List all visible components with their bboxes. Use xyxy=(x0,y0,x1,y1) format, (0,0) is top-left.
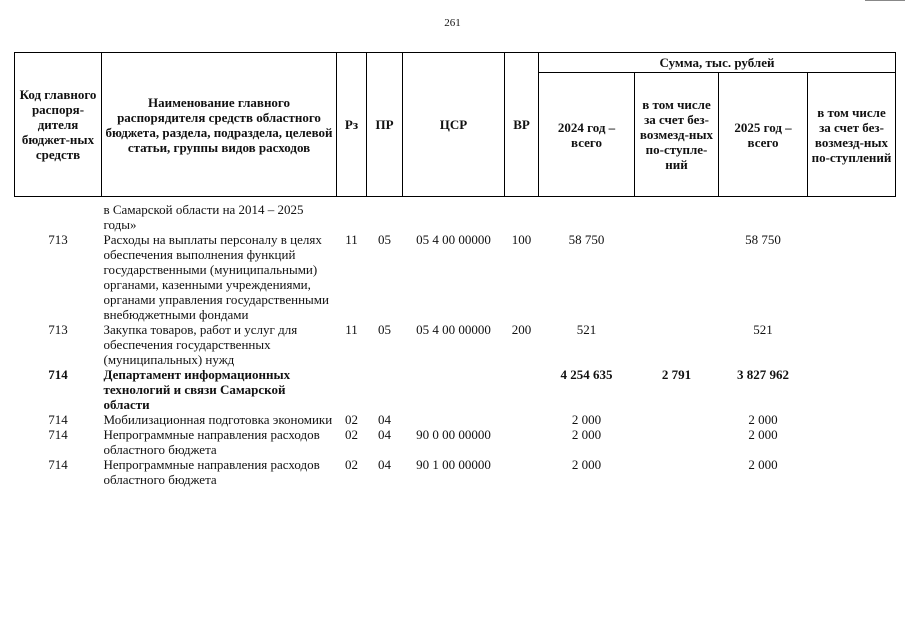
header-pr: ПР xyxy=(367,53,403,197)
row-code: 714 xyxy=(48,427,68,442)
row-rz xyxy=(337,197,367,233)
table-body xyxy=(15,197,896,488)
row-vr: 200 xyxy=(511,322,532,337)
row-rz: 02 xyxy=(345,427,358,442)
row-code: 713 xyxy=(48,322,68,337)
row-2025-total: 3 827 962 xyxy=(737,367,789,382)
row-2024-free xyxy=(635,232,719,322)
table-row xyxy=(15,232,896,322)
row-csr xyxy=(403,412,505,427)
table-row xyxy=(15,367,896,412)
row-csr: 90 0 00 00000 xyxy=(416,427,491,442)
row-name: Непрограммные направления расходов областного бюджета xyxy=(103,427,320,457)
row-2025-total: 2 000 xyxy=(748,412,778,427)
row-2024-total: 2 000 xyxy=(571,457,602,472)
row-rz: 11 xyxy=(345,322,358,337)
row-rz xyxy=(337,367,367,412)
row-pr: 04 xyxy=(378,427,391,442)
row-pr: 04 xyxy=(378,412,391,427)
scan-edge-mark xyxy=(865,0,905,3)
table-row xyxy=(15,197,896,233)
row-2025-total xyxy=(719,197,808,233)
row-vr xyxy=(505,427,539,457)
row-2024-total xyxy=(539,197,635,233)
row-2024-total: 58 750 xyxy=(568,232,605,247)
row-2025-free xyxy=(808,412,896,427)
header-2024-total: 2024 год – всего xyxy=(539,73,635,197)
row-vr xyxy=(505,412,539,427)
table-row xyxy=(15,412,896,427)
header-csr: ЦСР xyxy=(403,53,505,197)
row-2024-free xyxy=(635,322,719,367)
row-2025-free xyxy=(808,322,896,367)
row-2024-total: 2 000 xyxy=(571,412,602,427)
row-code: 713 xyxy=(48,232,68,247)
row-2025-free xyxy=(808,427,896,457)
row-vr xyxy=(505,457,539,487)
header-2025-free: в том числе за счет без-возмезд-ных по-ступлений xyxy=(808,73,896,197)
row-csr xyxy=(403,197,505,233)
table-row xyxy=(15,457,896,487)
row-name: Закупка товаров, работ и услуг для обеспечения государственных (муниципальных) нужд xyxy=(103,322,298,367)
row-csr xyxy=(403,367,505,412)
row-2024-free xyxy=(635,412,719,427)
row-pr: 05 xyxy=(378,232,391,247)
row-vr xyxy=(505,367,539,412)
header-2025-total: 2025 год – всего xyxy=(719,73,808,197)
row-2025-total: 2 000 xyxy=(748,457,778,472)
row-pr: 05 xyxy=(378,322,391,337)
row-2024-total: 2 000 xyxy=(571,427,602,442)
row-code: 714 xyxy=(48,457,68,472)
header-sum: Сумма, тыс. рублей xyxy=(539,53,896,73)
row-csr: 90 1 00 00000 xyxy=(416,457,491,472)
header-2024-free: в том числе за счет без-возмезд-ных по-ступле-ний xyxy=(635,73,719,197)
row-pr xyxy=(367,197,403,233)
budget-table xyxy=(14,52,896,487)
row-2024-free xyxy=(635,457,719,487)
row-pr: 04 xyxy=(378,457,391,472)
row-2024-free xyxy=(635,427,719,457)
table-row xyxy=(15,322,896,367)
table-row xyxy=(15,427,896,457)
row-2024-total: 4 254 635 xyxy=(560,367,613,382)
row-code xyxy=(15,197,102,233)
row-2024-free: 2 791 xyxy=(661,367,692,382)
row-name: Расходы на выплаты персоналу в целях обеспечения выполнения функций государственными (муниципальными) органами, казенными учреждениями, органами управления государственными внебюджетными фондами xyxy=(103,232,329,322)
row-name: в Самарской области на 2014 – 2025 годы» xyxy=(103,202,304,232)
row-name: Мобилизационная подготовка экономики xyxy=(103,412,333,427)
row-2024-total: 521 xyxy=(576,322,597,337)
row-2025-total: 58 750 xyxy=(745,232,781,247)
row-name: Департамент информационных технологий и связи Самарской области xyxy=(103,367,291,412)
row-2025-total: 2 000 xyxy=(748,427,778,442)
header-vr: ВР xyxy=(505,53,539,197)
row-csr: 05 4 00 00000 xyxy=(416,322,491,337)
row-pr xyxy=(367,367,403,412)
row-code: 714 xyxy=(48,412,68,427)
row-2025-free xyxy=(808,457,896,487)
row-2025-free xyxy=(808,197,896,233)
row-2025-total: 521 xyxy=(753,322,773,337)
row-2025-free xyxy=(808,232,896,322)
table-header xyxy=(15,53,896,197)
header-name: Наименование главного распорядителя средств областного бюджета, раздела, подраздела, целевой статьи, группы видов расходов xyxy=(102,53,337,197)
row-rz: 02 xyxy=(345,457,358,472)
row-csr: 05 4 00 00000 xyxy=(416,232,491,247)
header-rz: Рз xyxy=(337,53,367,197)
page-number: 261 xyxy=(444,17,461,29)
row-vr xyxy=(505,197,539,233)
row-2025-free xyxy=(808,367,896,412)
row-2024-free xyxy=(635,197,719,233)
row-rz: 02 xyxy=(345,412,358,427)
row-vr: 100 xyxy=(511,232,532,247)
header-code: Код главного распоря-дителя бюджет-ных средств xyxy=(15,53,102,197)
row-rz: 11 xyxy=(345,232,358,247)
row-name: Непрограммные направления расходов областного бюджета xyxy=(103,457,320,487)
row-code: 714 xyxy=(48,367,68,382)
